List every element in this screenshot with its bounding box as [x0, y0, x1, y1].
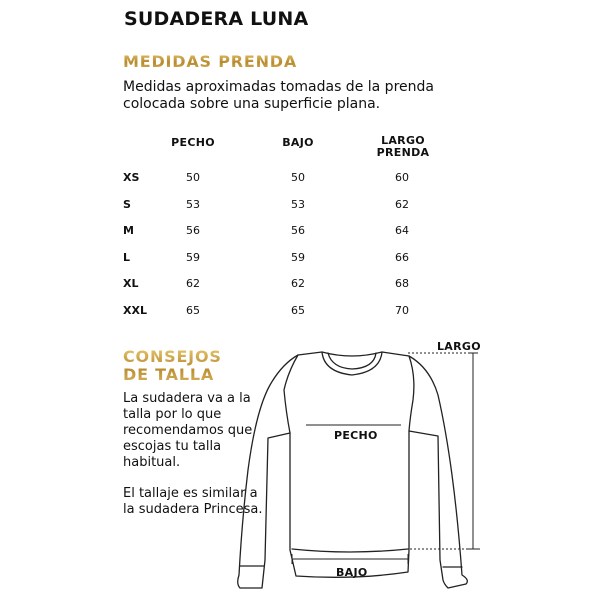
bajo-value: 53 — [291, 198, 305, 211]
size-label: L — [123, 251, 131, 264]
tips-heading-line2: DE TALLA — [123, 365, 215, 384]
bajo-value: 62 — [291, 277, 305, 290]
tips-heading-line1: CONSEJOS — [123, 347, 222, 366]
column-header-pecho: PECHO — [171, 136, 215, 149]
largo-value: 60 — [395, 171, 409, 184]
measures-description: Medidas aproximadas tomadas de la prenda colocada sobre una superficie plana. — [123, 79, 434, 112]
pecho-value: 65 — [186, 304, 200, 317]
tip-paragraph-2: El tallaje es similar a la sudadera Princesa. — [123, 486, 263, 517]
size-label: XXL — [123, 304, 147, 317]
measures-heading: MEDIDAS PRENDA — [123, 52, 298, 71]
pecho-value: 59 — [186, 251, 200, 264]
column-header-largo: LARGO PRENDA — [376, 134, 430, 159]
largo-value: 68 — [395, 277, 409, 290]
pecho-value: 50 — [186, 171, 200, 184]
pecho-value: 56 — [186, 224, 200, 237]
bajo-value: 50 — [291, 171, 305, 184]
tip-paragraph-1: La sudadera va a la talla por lo que recomendamos que escojas tu talla habitual. — [123, 391, 253, 470]
largo-value: 70 — [395, 304, 409, 317]
size-label: XS — [123, 171, 140, 184]
size-label: S — [123, 198, 131, 211]
page-title: SUDADERA LUNA — [124, 8, 309, 30]
largo-value: 64 — [395, 224, 409, 237]
bajo-label: BAJO — [336, 566, 368, 579]
left-raglan-seam — [284, 355, 298, 433]
size-label: M — [123, 224, 134, 237]
largo-value: 62 — [395, 198, 409, 211]
waistband-line — [292, 549, 408, 552]
bajo-value: 65 — [291, 304, 305, 317]
right-raglan-seam — [409, 356, 414, 431]
pecho-value: 53 — [186, 198, 200, 211]
bajo-value: 59 — [291, 251, 305, 264]
largo-label: LARGO — [437, 340, 481, 353]
pecho-value: 62 — [186, 277, 200, 290]
largo-value: 66 — [395, 251, 409, 264]
pecho-label: PECHO — [334, 429, 378, 442]
size-label: XL — [123, 277, 139, 290]
bajo-value: 56 — [291, 224, 305, 237]
column-header-bajo: BAJO — [282, 136, 314, 149]
